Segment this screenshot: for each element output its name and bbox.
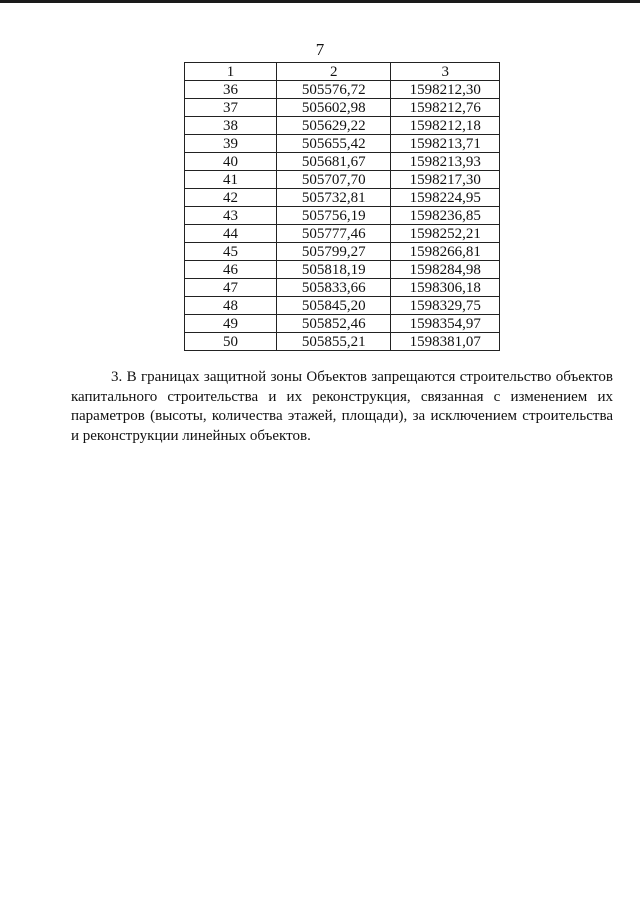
table-row [185, 99, 500, 117]
point-number-cell: 42 [185, 189, 277, 207]
point-number-cell: 45 [185, 243, 277, 261]
y-coordinate-cell: 1598224,95 [391, 189, 500, 207]
table-row [185, 225, 500, 243]
point-number-cell: 41 [185, 171, 277, 189]
x-coordinate-cell: 505732,81 [277, 189, 391, 207]
point-number-cell: 49 [185, 315, 277, 333]
point-number-cell: 38 [185, 117, 277, 135]
table-row [185, 297, 500, 315]
table-row [185, 207, 500, 225]
table-row [185, 171, 500, 189]
y-coordinate-cell: 1598236,85 [391, 207, 500, 225]
y-coordinate-cell: 1598381,07 [391, 333, 500, 351]
y-coordinate-cell: 1598212,18 [391, 117, 500, 135]
x-coordinate-cell: 505845,20 [277, 297, 391, 315]
x-coordinate-cell: 505756,19 [277, 207, 391, 225]
y-coordinate-cell: 1598354,97 [391, 315, 500, 333]
y-coordinate-cell: 1598329,75 [391, 297, 500, 315]
coordinates-table [184, 62, 500, 351]
point-number-cell: 40 [185, 153, 277, 171]
table-row [185, 243, 500, 261]
x-coordinate-cell: 505707,70 [277, 171, 391, 189]
column-header-1: 1 [185, 63, 277, 81]
x-coordinate-cell: 505602,98 [277, 99, 391, 117]
x-coordinate-cell: 505777,46 [277, 225, 391, 243]
table-header [185, 63, 500, 81]
point-number-cell: 48 [185, 297, 277, 315]
table-row [185, 153, 500, 171]
y-coordinate-cell: 1598213,93 [391, 153, 500, 171]
table-header-row [185, 63, 500, 81]
table-row [185, 81, 500, 99]
x-coordinate-cell: 505576,72 [277, 81, 391, 99]
y-coordinate-cell: 1598213,71 [391, 135, 500, 153]
page-number: 7 [315, 40, 325, 59]
y-coordinate-cell: 1598212,30 [391, 81, 500, 99]
table-body [185, 81, 500, 351]
point-number-cell: 44 [185, 225, 277, 243]
column-header-2: 2 [277, 63, 391, 81]
table-row [185, 135, 500, 153]
table-row [185, 333, 500, 351]
point-number-cell: 39 [185, 135, 277, 153]
table-row [185, 189, 500, 207]
x-coordinate-cell: 505681,67 [277, 153, 391, 171]
point-number-cell: 46 [185, 261, 277, 279]
point-number-cell: 36 [185, 81, 277, 99]
x-coordinate-cell: 505855,21 [277, 333, 391, 351]
clause-3-paragraph: 3. В границах защитной зоны Объектов запрещаются строительство объектов капитального строительства и их реконструкция, связанная с изменением их параметров (высоты, количества этажей, площади), за исключением строительства и реконструкции линейных объектов. [71, 369, 613, 444]
point-number-cell: 43 [185, 207, 277, 225]
y-coordinate-cell: 1598284,98 [391, 261, 500, 279]
point-number-cell: 50 [185, 333, 277, 351]
y-coordinate-cell: 1598306,18 [391, 279, 500, 297]
point-number-cell: 47 [185, 279, 277, 297]
x-coordinate-cell: 505799,27 [277, 243, 391, 261]
table-row [185, 117, 500, 135]
x-coordinate-cell: 505655,42 [277, 135, 391, 153]
x-coordinate-cell: 505818,19 [277, 261, 391, 279]
y-coordinate-cell: 1598266,81 [391, 243, 500, 261]
y-coordinate-cell: 1598212,76 [391, 99, 500, 117]
table-row [185, 315, 500, 333]
column-header-3: 3 [391, 63, 500, 81]
table-row [185, 261, 500, 279]
x-coordinate-cell: 505852,46 [277, 315, 391, 333]
scan-top-edge [0, 0, 640, 3]
table-row [185, 279, 500, 297]
x-coordinate-cell: 505833,66 [277, 279, 391, 297]
y-coordinate-cell: 1598252,21 [391, 225, 500, 243]
point-number-cell: 37 [185, 99, 277, 117]
y-coordinate-cell: 1598217,30 [391, 171, 500, 189]
x-coordinate-cell: 505629,22 [277, 117, 391, 135]
